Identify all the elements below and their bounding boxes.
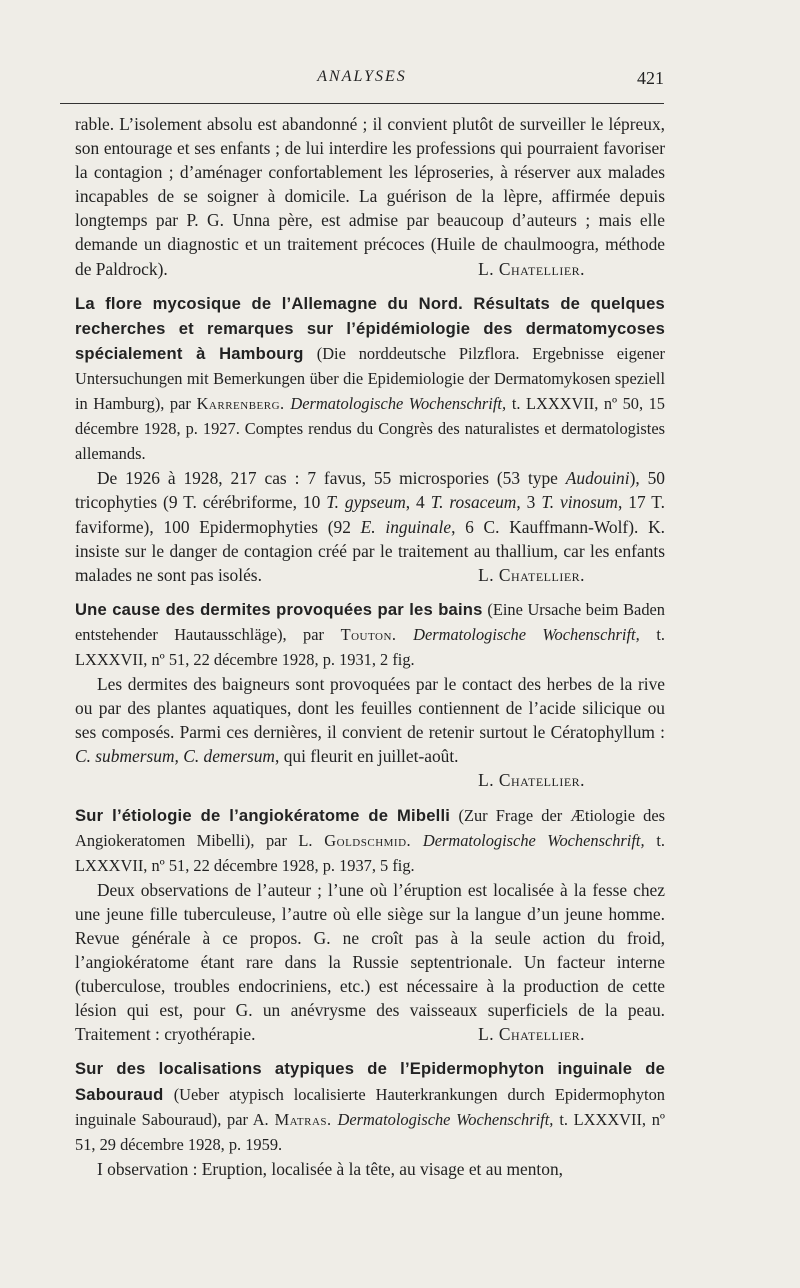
signature: L. Chatellier. [478,564,585,585]
signature: L. Chatellier. [478,258,585,279]
running-title: ANALYSES [317,68,407,85]
signature: L. Chatellier. [478,1024,585,1045]
article-1 [75,291,665,587]
article-4 [75,1056,665,1180]
article-heading [75,1056,665,1156]
article-reference-details: t. LXXXVII, nº 50, 15 décembre 1928, p. 1927. Comptes rendus du Congrès des naturalistes et dermatologistes allemands. [75,394,665,464]
page-header [60,68,664,98]
article-title: Une cause des dermites provoquées par les bains [75,599,483,619]
article-author: Touton. [340,624,397,644]
article-journal: Dermatologische Wochenschrift, [290,394,507,414]
article-abstract: I observation : Eruption, localisée à la tête, au visage et au menton, [97,1158,564,1179]
article-reference: (Ueber atypisch localisierte Hauterkrankungen durch Epidermophyton inguinale Sabouraud), par A. [75,1084,665,1129]
article-heading [75,597,665,672]
article-title: Sur des localisations atypiques de l’Epidermophyton inguinale de Sabouraud [75,1059,665,1104]
page-number: 421 [637,68,664,88]
article-abstract: Les dermites des baigneurs sont provoquées par le contact des herbes de la rive ou par des plantes aquatiques, dont les feuilles contiennent de l’acide silicique ou ses composés. Parmi ces dernières, il convient de retenir surtout le Cératophyllum : C. submersum, C. demersum, qui fleurit en juillet-août. L. Chatellier. [75,672,665,792]
article-author: Matras. [274,1109,332,1129]
article-author: Goldschmid. [324,830,412,850]
article-journal: Dermatologische Wochenschrift, [422,830,645,850]
page-body [75,112,665,1181]
article-2 [75,597,665,793]
article-title: Sur l’étiologie de l’angiokératome de Mibelli [75,805,451,825]
article-journal: Dermatologische Wochenschrift, [337,1109,554,1129]
article-reference: (Eine Ursache beim Baden entstehender Hautausschläge), par [75,599,665,644]
header-rule [60,103,664,104]
article-heading [75,291,665,467]
continuation-paragraph [75,112,665,281]
article-reference-details: t. LXXXVII, nº 51, 22 décembre 1928, p. 1931, 2 fig. [75,624,665,669]
article-abstract: Deux observations de l’auteur ; l’une où l’éruption est localisée à la fesse chez une jeune fille tuberculeuse, l’autre où elle siège sur la langue d’un jeune homme. Revue générale à ce propos. G. ne croît pas à la seule action du froid, l’angiokératome étant rare dans la Russie septentrionale. Un facteur interne (tuberculose, troubles endocriniens, etc.) est nécessaire à la production de cette lésion qui est, pour G. un anévrysme des vaisseaux superficiels de la peau. Traitement : cryothérapie. L. Chatellier. [75,878,665,1047]
signature: L. Chatellier. [478,770,585,791]
article-reference: (Die norddeutsche Pilzflora. Ergebnisse eigener Untersuchungen mit Bemerkungen über die Epidemiologie der Dermatomykosen speziell in Hamburg), par [75,343,665,414]
article-abstract: De 1926 à 1928, 217 cas : 7 favus, 55 microspories (53 type Audouini), 50 tricophyties (9 T. cérébriforme, 10 T. gypseum, 4 T. rosaceum, 3 T. vinosum, 17 T. faviforme), 100 Epidermophyties (92 E. inguinale, 6 C. Kauffmann-Wolf). K. insiste sur le danger de contagion créé par le traitement au thallium, car les enfants malades ne sont pas isolés. L. Chatellier. [75,466,665,586]
article-reference: (Zur Frage der Ætiologie des Angiokeratomen Mibelli), par L. [75,805,665,850]
article-author: Karrenberg. [196,394,285,414]
article-reference-details: t. LXXXVII, nº 51, 29 décembre 1928, p. 1959. [75,1109,665,1154]
article-heading [75,803,665,878]
article-title: La flore mycosique de l’Allemagne du Nord. Résultats de quelques recherches et remarques sur l’épidémiologie des dermatomycoses spécialement à Hambourg [75,293,665,363]
article-journal: Dermatologische Wochenschrift, [413,624,640,644]
continuation-text: rable. L’isolement absolu est abandonné ; il convient plutôt de surveiller le lépreux, son entourage et ses enfants ; de lui interdire les professions qui pourraient favoriser la contagion ; d’aménager confortablement les léproseries, à réserver aux malades incapables de se soigner à domicile. La guérison de la lèpre, affirmée depuis longtemps par P. G. Unna père, est admise par beaucoup d’auteurs ; mais elle demande un diagnostic et un traitement précoces (Huile de chaulmoogra, méthode de Paldrock). [75,114,665,279]
article-reference-details: t. LXXXVII, nº 51, 22 décembre 1928, p. 1937, 5 fig. [75,830,665,875]
article-3 [75,803,665,1047]
